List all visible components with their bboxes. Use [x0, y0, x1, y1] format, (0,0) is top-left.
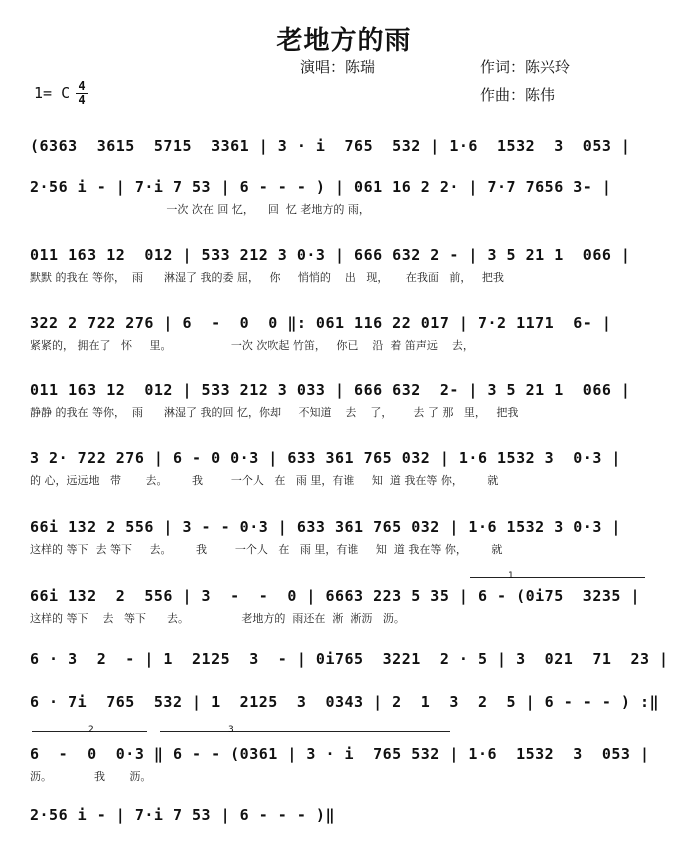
lyrics: 沥。 我 沥。 — [30, 770, 152, 783]
lyricist-credit: 作词：陈兴玲 — [480, 58, 571, 76]
notation: 2·56 i - | 7·i 7 53 | 6 - - - ) | 061 16 2 2· | 7·7 7656 3- | — [30, 178, 612, 196]
singer-credit: 演唱：陈瑞 — [300, 58, 376, 76]
lyrics: 紧紧的， 拥在了 怀 里。 一次 次吹起 竹笛， 你已 沿 着 笛声远 去， — [30, 339, 474, 352]
notation: 6 · 7i 765 532 | 1 2125 3 0343 | 2 1 3 2 5 | 6 - - - ) :‖ — [30, 693, 660, 711]
time-signature — [76, 80, 88, 106]
notation: 66i 132 2 556 | 3 - - 0 | 6663 223 5 35 | 6 - (0i75 3235 | — [30, 587, 640, 605]
lyrics: 静静 的我在 等你， 雨 淋湿了 我的回 忆，你却 不知道 去 了， 去 了 那 里， 把我 — [30, 406, 519, 419]
notation: 6 - 0 0·3 ‖ 6 - - (0361 | 3 · i 765 532 | 1·6 1532 3 053 | — [30, 745, 650, 763]
lyrics: 默默 的我在 等你， 雨 淋湿了 我的委 屈， 你 悄悄的 出 现， 在我面 前， 把我 — [30, 271, 504, 284]
notation: 3 2· 722 276 | 6 - 0 0·3 | 633 361 765 032 | 1·6 1532 3 0·3 | — [30, 449, 621, 467]
lyrics: 的 心，远远地 带 去。 我 一个人 在 雨 里，有谁 知 道 我在等 你， 就 — [30, 474, 499, 487]
key-signature: 1= C — [34, 84, 71, 102]
notation: 011 163 12 012 | 533 212 3 033 | 666 632 2- | 3 5 21 1 066 | — [30, 381, 631, 399]
notation: 322 2 722 276 | 6 - 0 0 ‖: 061 116 22 017 | 7·2 1171 6- | — [30, 314, 612, 332]
notation: 011 163 12 012 | 533 212 3 0·3 | 666 632 2 - | 3 5 21 1 066 | — [30, 246, 631, 264]
composer-credit: 作曲：陈伟 — [480, 86, 556, 104]
notation: (6363 3615 5715 3361 | 3 · i 765 532 | 1·6 1532 3 053 | — [30, 137, 631, 155]
song-title: 老地方的雨 — [276, 26, 412, 56]
volta-label-3: 3 — [228, 725, 234, 735]
time-signature-bottom: 4 — [78, 93, 86, 107]
lyrics: 这样的 等下 去 等下 去。 我 一个人 在 雨 里，有谁 知 道 我在等 你， 就 — [30, 543, 503, 556]
volta-label-1: 1 — [508, 571, 514, 581]
volta-label-2: 2 — [88, 725, 94, 735]
lyrics: 一次 次在 回 忆， 回 忆 老地方的 雨， — [30, 203, 370, 216]
notation: 66i 132 2 556 | 3 - - 0·3 | 633 361 765 032 | 1·6 1532 3 0·3 | — [30, 518, 621, 536]
time-signature-top: 4 — [78, 79, 86, 93]
notation: 2·56 i - | 7·i 7 53 | 6 - - - )‖ — [30, 806, 335, 824]
volta-bracket-3 — [160, 731, 450, 732]
volta-bracket-1 — [470, 577, 645, 578]
lyrics: 这样的 等下 去 等下 去。 老地方的 雨还在 淅 淅沥 沥。 — [30, 612, 405, 625]
notation: 6 · 3 2 - | 1 2125 3 - | 0i765 3221 2 · 5 | 3 021 71 23 | — [30, 650, 669, 668]
